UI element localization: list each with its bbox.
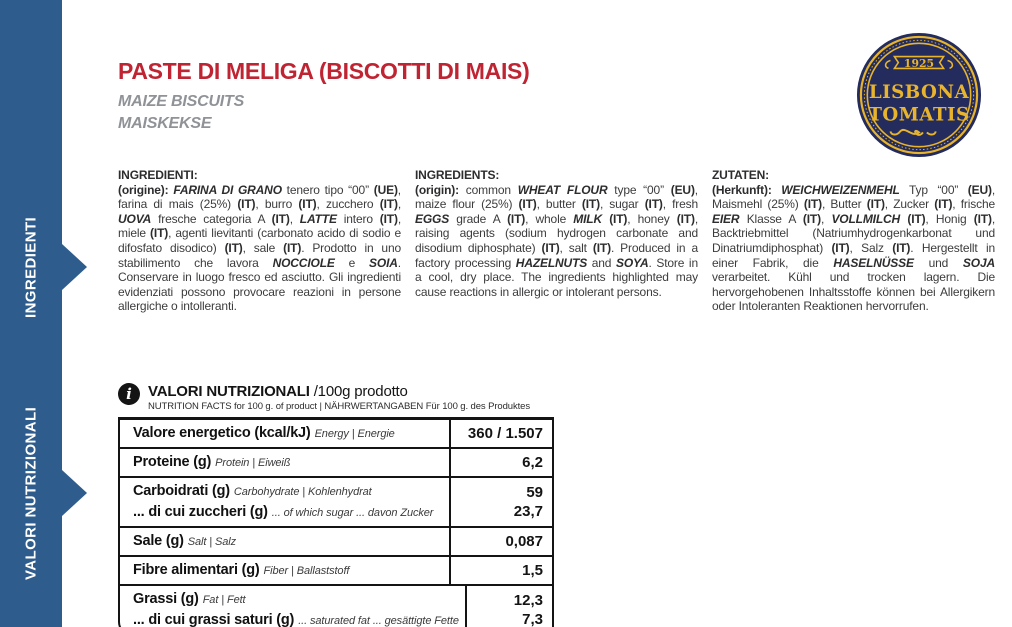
ingredient-text: , Zucker xyxy=(884,197,935,212)
ingredient-text: tenero tipo “00” xyxy=(281,182,374,197)
info-icon: i xyxy=(118,383,140,405)
nutrient-value: 0,087 xyxy=(505,533,543,550)
ingredient-text: (IT) xyxy=(934,197,953,212)
ingredient-text: (origin): xyxy=(415,182,466,197)
ingredient-text: (UE) xyxy=(373,182,398,197)
ingredient-text: , butter xyxy=(536,197,582,212)
ingredient-text: , Butter xyxy=(821,197,867,212)
ingredient-text: , xyxy=(397,197,401,212)
nutrient-name: Carboidrati (g) Carbohydrate | Kohlenhydrat xyxy=(133,483,372,499)
ingredient-text: (IT) xyxy=(644,197,663,212)
allergen-highlight: VOLLMILCH xyxy=(831,211,901,226)
ingredient-text: , fresh xyxy=(662,197,699,212)
ingredient-text: . Produced in a factory processing xyxy=(415,240,698,270)
ingredient-text: , xyxy=(820,211,832,226)
nutrition-row-value xyxy=(449,557,552,584)
ingredient-text: , honey xyxy=(627,211,677,226)
nutrition-row-value xyxy=(449,528,552,555)
nutrition-row-label xyxy=(120,449,449,476)
page-title: PASTE DI MELIGA (BISCOTTI DI MAIS) xyxy=(118,58,530,84)
ingredient-text: , farina di mais (25%) xyxy=(118,182,401,212)
nutrient-value: 59 xyxy=(526,484,543,501)
ingredients-text-german xyxy=(712,183,995,314)
nutrition-title-light: /100g prodotto xyxy=(309,383,408,400)
sidebar-arrow-icon xyxy=(62,244,87,290)
logo-year: 1925 xyxy=(903,56,935,70)
allergen-highlight: WEICHWEIZENMEHL xyxy=(781,182,900,197)
page-subtitle-english: MAIZE BISCUITS xyxy=(118,93,245,110)
nutrition-section xyxy=(118,382,554,627)
ingredient-text: type “00” xyxy=(607,182,671,197)
allergen-highlight: LATTE xyxy=(299,211,337,226)
ingredient-text: (origine): xyxy=(118,182,174,197)
allergen-highlight: SOYA xyxy=(615,255,649,270)
ingredient-text: . Store in a cool, dry place. The ingredients highlighted may cause reactions in allergic or intolerant persons. xyxy=(415,255,698,299)
ingredient-text: (IT) xyxy=(224,240,243,255)
nutrient-name: ... di cui zuccheri (g) ... of which sugar ... davon Zucker xyxy=(133,504,434,520)
logo-name-line2: TOMATIS xyxy=(868,104,970,126)
ingredients-heading-german: ZUTATEN: xyxy=(712,168,770,182)
ingredient-text: verarbeitet. Kühl und trocken lagern. Die hervorgehobenen Inhaltsstoffe können bei Allergikern oder Intoleranten Reaktionen hervorrufen. xyxy=(712,270,995,314)
nutrition-header xyxy=(118,382,554,417)
ingredient-text: common xyxy=(465,182,518,197)
brand-logo-lisbona-tomatis xyxy=(855,31,983,159)
ingredient-text: . Hergestellt in einer Fabrik, die xyxy=(712,240,995,270)
ingredient-text: , Salz xyxy=(849,240,893,255)
ingredient-text: (IT) xyxy=(866,197,885,212)
ingredient-text: Klasse A xyxy=(739,211,803,226)
ingredient-text: (IT) xyxy=(283,240,302,255)
ingredients-text-italian xyxy=(118,183,401,314)
ingredient-text: (IT) xyxy=(298,197,317,212)
allergen-highlight: EIER xyxy=(712,211,740,226)
ingredient-text: , sugar xyxy=(599,197,645,212)
allergen-highlight: MILK xyxy=(573,211,603,226)
nutrient-name: Grassi (g) Fat | Fett xyxy=(133,591,246,607)
ingredient-text: . Prodotto in uno stabilimento che lavora xyxy=(118,240,401,270)
nutrition-row-value xyxy=(449,449,552,476)
allergen-highlight: FARINA DI GRANO xyxy=(173,182,282,197)
ingredient-text: (IT) xyxy=(973,211,992,226)
nutrient-value: 7,3 xyxy=(522,611,543,627)
ingredient-text: (IT) xyxy=(803,197,822,212)
ingredient-text: (IT) xyxy=(379,197,398,212)
nutrition-row-label xyxy=(120,478,449,526)
allergen-highlight: SOJA xyxy=(962,255,995,270)
ingredient-text: and xyxy=(587,255,616,270)
sidebar-tab-valori-nutrizionali: VALORI NUTRIZIONALI xyxy=(22,406,40,580)
ingredient-text: e xyxy=(334,255,370,270)
nutrition-row-value xyxy=(449,478,552,526)
allergen-highlight: NOCCIOLE xyxy=(272,255,335,270)
ingredients-column-german xyxy=(712,168,995,314)
nutrient-name: Sale (g) Salt | Salz xyxy=(133,533,237,549)
ingredient-text: (IT) xyxy=(907,211,926,226)
nutrient-value: 6,2 xyxy=(522,454,543,471)
nutrition-row xyxy=(120,449,552,478)
nutrient-value: 23,7 xyxy=(513,503,543,520)
allergen-highlight: UOVA xyxy=(118,211,152,226)
ingredients-column-english xyxy=(415,168,698,314)
ingredient-text: Typ “00” xyxy=(899,182,968,197)
allergen-highlight: EGGS xyxy=(415,211,450,226)
ingredient-text: (IT) xyxy=(676,211,695,226)
ingredient-text: (IT) xyxy=(581,197,600,212)
ingredient-text: , agenti lievitanti (carbonato acido di sodio e difosfato disodico) xyxy=(118,226,401,255)
nutrition-row xyxy=(120,528,552,557)
ingredient-text: (IT) xyxy=(150,226,169,241)
nutrient-value: 12,3 xyxy=(513,592,543,609)
ingredient-text: , Backtriebmittel (Natriumhydrogenkarbonat und Dinatriumdiphosphat) xyxy=(712,211,996,255)
nutrition-table xyxy=(118,417,554,627)
ingredient-text: (IT) xyxy=(831,240,850,255)
nutrient-name: Valore energetico (kcal/kJ) Energy | Energie xyxy=(133,425,395,441)
allergen-highlight: SOIA xyxy=(369,255,398,270)
nutrition-row-value xyxy=(449,420,552,447)
nutrition-row xyxy=(120,420,552,449)
allergen-highlight: HAZELNUTS xyxy=(515,255,588,270)
ingredients-heading-english: INGREDIENTS: xyxy=(415,168,500,182)
nutrition-row xyxy=(120,586,552,627)
ingredient-text: (IT) xyxy=(609,211,628,226)
ingredients-section xyxy=(118,168,995,314)
nutrition-subtitle: NUTRITION FACTS for 100 g. of product | NÄHRWERTANGABEN Für 100 g. des Produktes xyxy=(148,401,530,412)
sidebar-arrow-icon xyxy=(62,470,87,516)
ingredient-text: , salt xyxy=(559,240,593,255)
nutrition-row-label xyxy=(120,528,449,555)
ingredient-text: . Conservare in luogo fresco ed asciutto. Gli ingredienti evidenziati possono provocare reazioni in persone allergiche o intolleranti. xyxy=(118,255,401,314)
nutrient-value: 360 / 1.507 xyxy=(467,425,543,442)
nutrition-title-bold: VALORI NUTRIZIONALI xyxy=(148,383,310,400)
allergen-highlight: WHEAT FLOUR xyxy=(517,182,608,197)
nutrition-row xyxy=(120,478,552,528)
sidebar-tab-ingredienti: INGREDIENTI xyxy=(22,216,40,318)
ingredient-text: , whole xyxy=(525,211,574,226)
ingredient-text: (EU) xyxy=(670,182,695,197)
ingredient-text: (IT) xyxy=(541,240,560,255)
ingredient-text: und xyxy=(913,255,963,270)
ingredient-text: , sale xyxy=(242,240,284,255)
ingredient-text: (IT) xyxy=(892,240,911,255)
nutrition-row-value xyxy=(465,586,552,627)
ingredient-text: , Maismehl (25%) xyxy=(712,182,995,212)
nutrition-row xyxy=(120,557,552,586)
ingredients-text-english xyxy=(415,183,698,300)
ingredient-text: (IT) xyxy=(518,197,537,212)
ingredient-text: (EU) xyxy=(967,182,992,197)
ingredient-text: , maize flour (25%) xyxy=(415,182,698,212)
ingredient-text: , frische xyxy=(952,197,996,212)
ingredient-text: fresche categoria A xyxy=(151,211,272,226)
ingredient-text: (IT) xyxy=(802,211,821,226)
ingredient-text: , xyxy=(289,211,300,226)
ingredient-text: , raising agents (sodium hydrogen carbonate and disodium diphosphate) xyxy=(415,211,698,255)
nutrient-name: Fibre alimentari (g) Fiber | Ballaststoff xyxy=(133,562,350,578)
ingredient-text: (IT) xyxy=(507,211,526,226)
ingredient-text: , zucchero xyxy=(316,197,380,212)
ingredient-text: (IT) xyxy=(379,211,398,226)
nutrition-row-label xyxy=(120,586,465,627)
ingredient-text: (IT) xyxy=(592,240,611,255)
ingredient-text: grade A xyxy=(449,211,508,226)
nutrition-row-label xyxy=(120,420,449,447)
ingredient-text: , burro xyxy=(255,197,299,212)
nutrient-name: Proteine (g) Protein | Eiweiß xyxy=(133,454,291,470)
ingredient-text: , miele xyxy=(118,211,401,241)
allergen-highlight: HASELNÜSSE xyxy=(833,255,914,270)
ingredient-text: , Honig xyxy=(925,211,974,226)
page-subtitle-german: MAISKEKSE xyxy=(118,115,212,132)
ingredients-heading-italian: INGREDIENTI: xyxy=(118,168,198,182)
logo-name-line1: LISBONA xyxy=(868,81,970,103)
nutrition-row-label xyxy=(120,557,449,584)
ingredient-text: (IT) xyxy=(237,197,256,212)
ingredients-column-italian xyxy=(118,168,401,314)
nutrition-title xyxy=(148,383,554,400)
ingredient-text: (IT) xyxy=(271,211,290,226)
nutrient-name: ... di cui grassi saturi (g) ... saturated fat ... gesättigte Fette xyxy=(133,612,459,627)
ingredient-text: intero xyxy=(336,211,380,226)
ingredient-text: (Herkunft): xyxy=(712,182,782,197)
nutrient-value: 1,5 xyxy=(522,562,543,579)
